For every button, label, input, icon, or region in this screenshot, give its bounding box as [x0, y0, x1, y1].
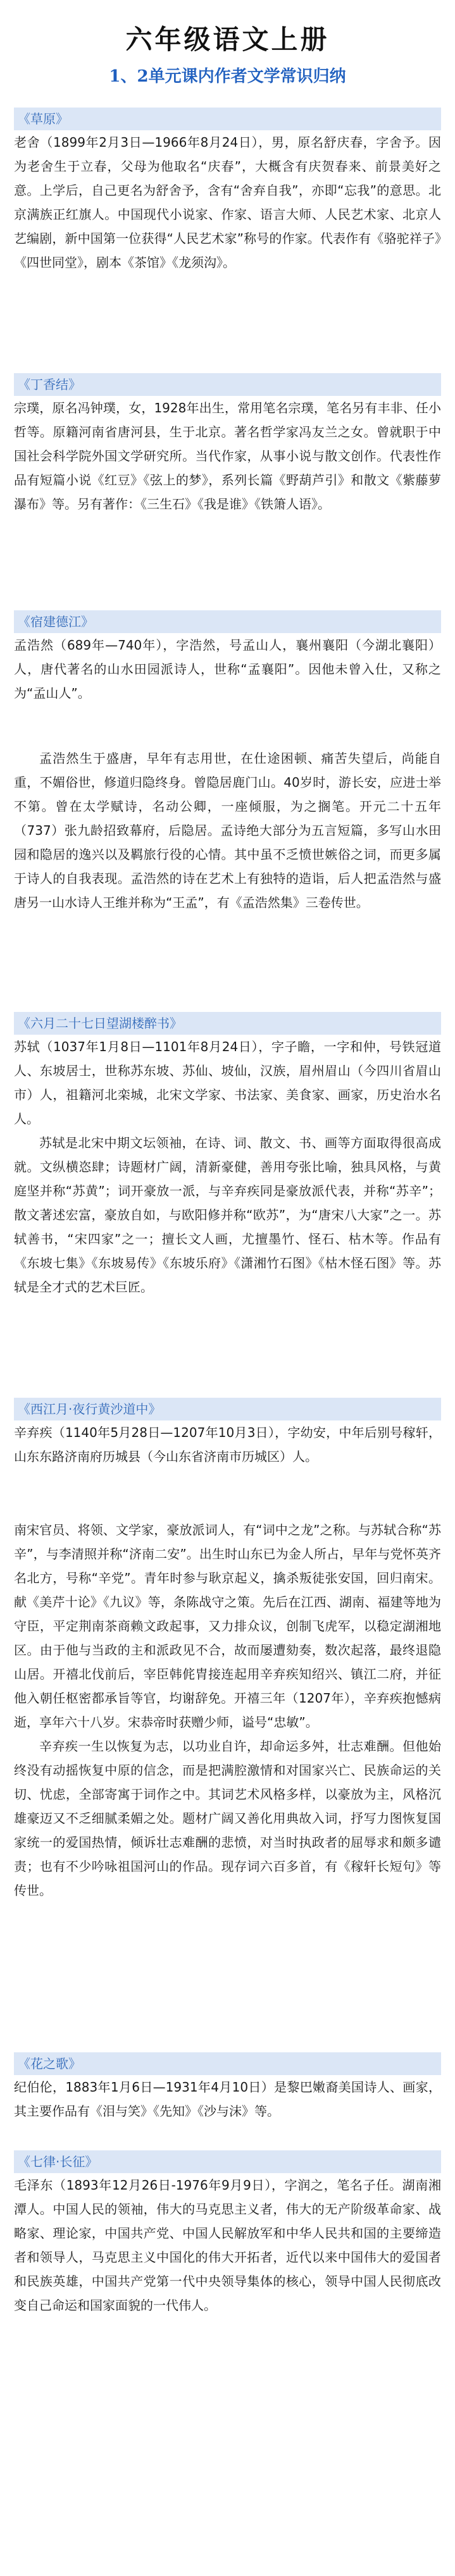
- author-jibolun: 纪伯伦，1883年1月6日—1931年4月10日）是黎巴嫩裔美国诗人、画家，其主要作品有《泪与笑》《先知》《沙与沫》等。: [14, 2080, 441, 2119]
- author-xinqiji: 辛弃疾（1140年5月28日—1207年10月3日），字幼安，中年后别号稼轩，山东东路济南府历城县（今山东省济南市历城区）人。: [14, 1425, 441, 1464]
- xinqiji-bio: 南宋官员、将领、文学家，豪放派词人，有“词中之龙”之称。与苏轼合称“苏辛”，与李清照并称“济南二安”。出生时山东已为金人所占，早年与党怀英齐名北方，号称“辛党”。青年时参与耿京起义，擒杀叛徒张安国，回归南宋。献《美芹十论》《九议》等，条陈战守之策。先后在江西、湖南、福建等地为守臣，平定荆南茶商赖文政起事，又力排众议，创制飞虎军，以稳定湖湘地区。由于他与当政的主和派政见不合，故而屡遭劾奏，数次起落，最终退隐山居。开禧北伐前后，宰臣韩侂胄接连起用辛弃疾知绍兴、镇江二府，并征他入朝任枢密都承旨等官，均谢辞免。开禧三年（1207年），辛弃疾抱憾病逝，享年六十八岁。宋恭帝时获赠少师，谥号“忠敏”。: [14, 1522, 441, 1730]
- section-label-sujiande: 《宿建德江》: [14, 610, 441, 633]
- sushi-bio: 苏轼是北宋中期文坛领袖，在诗、词、散文、书、画等方面取得很高成就。文纵横恣肆；诗题材广阔，清新豪健，善用夸张比喻，独具风格，与黄庭坚并称“苏黄”；词开豪放一派，与辛弃疾同是豪放派代表，并称“苏辛”；散文著述宏富，豪放自如，与欧阳修并称“欧苏”，为“唐宋八大家”之一。苏轼善书，“宋四家”之一；擅长文人画，尤擅墨竹、怪石、枯木等。作品有《东坡七集》《东坡易传》《东坡乐府》《潇湘竹石图》《枯木怪石图》等。苏轼是全才式的艺术巨匠。: [14, 1135, 441, 1295]
- section-dingxiang: [14, 373, 441, 516]
- section-label-caoyuan: 《草原》: [14, 108, 441, 130]
- section-label-xijiang: 《西江月·夜行黄沙道中》: [14, 1398, 441, 1420]
- section-label-huazhige: 《花之歌》: [14, 2052, 441, 2075]
- author-maozedong: 毛泽东（1893年12月26日-1976年9月9日），字润之，笔名子任。湖南湘潭人。中国人民的领袖，伟大的马克思主义者，伟大的无产阶级革命家、战略家、理论家，中国共产党、中国人民解放军和中华人民共和国的主要缔造者和领导人，马克思主义中国化的伟大开拓者，近代以来中国伟大的爱国者和民族英雄，中国共产党第一代中央领导集体的核心，领导中国人民彻底改变自己命运和国家面貌的一代伟人。: [14, 2178, 441, 2313]
- section-xinqiji-bio: [14, 1518, 441, 1902]
- section-mengbio: [14, 746, 441, 915]
- author-sushi: 苏轼（1037年1月8日—1101年8月24日），字子瞻，一字和仲，号铁冠道人、东坡居士，世称苏东坡、苏仙、坡仙，汉族，眉州眉山（今四川省眉山市）人，祖籍河北栾城，北宋文学家、书法家、美食家、画家，历史治水名人。: [14, 1039, 441, 1126]
- section-label-qilv: 《七律·长征》: [14, 2150, 441, 2173]
- section-liuyue: [14, 1012, 441, 1299]
- section-caoyuan: [14, 108, 441, 274]
- xinqiji-bio-2: 辛弃疾一生以恢复为志，以功业自许，却命运多舛，壮志难酬。但他始终没有动摇恢复中原的信念，而是把满腔激情和对国家兴亡、民族命运的关切、忧虑，全部寄寓于词作之中。其词艺术风格多样，以豪放为主，风格沉雄豪迈又不乏细腻柔媚之处。题材广阔又善化用典故入词，抒写力图恢复国家统一的爱国热情，倾诉壮志难酬的悲愤，对当时执政者的屈辱求和颇多谴责；也有不少吟咏祖国河山的作品。现存词六百多首，有《稼轩长短句》等传世。: [14, 1739, 441, 1898]
- page-title: 六年级语文上册: [125, 24, 330, 55]
- section-label-liuyue: 《六月二十七日望湖楼醉书》: [14, 1012, 441, 1035]
- section-huazhige: [14, 2052, 441, 2123]
- page-subtitle: 1、2单元课内作者文学常识归纳: [109, 67, 346, 86]
- author-zongpu: 宗璞，原名冯钟璞，女，1928年出生，常用笔名宗璞，笔名另有丰非、任小哲等。原籍河南省唐河县，生于北京。著名哲学家冯友兰之女。曾就职于中国社会科学院外国文学研究所。当代作家，从事小说与散文创作。代表性作品有短篇小说《红豆》《弦上的梦》，系列长篇《野葫芦引》和散文《紫藤萝瀑布》等。另有著作：《三生石》《我是谁》《铁箫人语》。: [14, 400, 441, 512]
- section-qilv: [14, 2150, 441, 2317]
- author-laoshe: 老舍（1899年2月3日—1966年8月24日），男，原名舒庆春，字舍予。因为老舍生于立春，父母为他取名“庆春”，大概含有庆贺春来、前景美好之意。上学后，自己更名为舒舍予，含有“舍弃自我”，亦即“忘我”的意思。北京满族正红旗人。中国现代小说家、作家、语言大师、人民艺术家、北京人艺编剧，新中国第一位获得“人民艺术家”称号的作家。代表作有《骆驼祥子》《四世同堂》，剧本《茶馆》《龙须沟》。: [14, 135, 441, 270]
- author-menghaoran: 孟浩然（689年—740年），字浩然，号孟山人，襄州襄阳（今湖北襄阳）人，唐代著名的山水田园派诗人，世称“孟襄阳”。因他未曾入仕，又称之为“孟山人”。: [14, 638, 441, 701]
- section-label-dingxiang: 《丁香结》: [14, 373, 441, 396]
- section-sujiande: [14, 610, 441, 705]
- menghaoran-bio: 孟浩然生于盛唐，早年有志用世，在仕途困顿、痛苦失望后，尚能自重，不媚俗世，修道归隐终身。曾隐居鹿门山。40岁时，游长安，应进士举不第。曾在太学赋诗，名动公卿，一座倾服，为之搁笔。开元二十五年（737）张九龄招致幕府，后隐居。孟诗绝大部分为五言短篇，多写山水田园和隐居的逸兴以及羁旅行役的心情。其中虽不乏愤世嫉俗之词，而更多属于诗人的自我表现。孟浩然的诗在艺术上有独特的造诣，后人把孟浩然与盛唐另一山水诗人王维并称为“王孟”，有《孟浩然集》三卷传世。: [14, 751, 441, 910]
- section-xijiang: [14, 1398, 441, 1469]
